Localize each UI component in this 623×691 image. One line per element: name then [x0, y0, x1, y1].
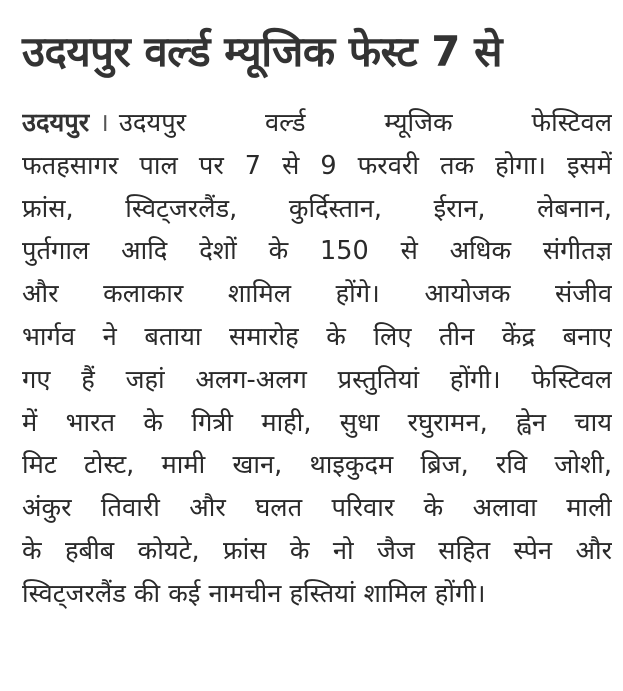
article-line-12: स्विट्जरलैंड की कई नामचीन हस्तियां शामिल होंगी।: [22, 578, 486, 609]
headline: उदयपुर वर्ल्ड म्यूजिक फेस्ट 7 से: [22, 27, 502, 76]
article-line-6: भार्गव ने बताया समारोह के लिए तीन केंद्र बनाए: [22, 321, 612, 352]
article-line-2: फतहसागर पाल पर 7 से 9 फरवरी तक होगा। इसमें: [22, 150, 612, 181]
article-line-8: में भारत के गित्री माही, सुधा रघुरामन, ह्वेन चाय: [22, 407, 612, 438]
article-line-7: गए हैं जहां अलग-अलग प्रस्तुतियां होंगी। फेस्टिवल: [22, 364, 612, 395]
article-line-1: [22, 102, 612, 145]
article-line-5: और कलाकार शामिल होंगे। आयोजक संजीव: [22, 279, 612, 310]
article-line-3: फ्रांस, स्विट्जरलैंड, कुर्दिस्तान, ईरान, लेबनान,: [22, 193, 612, 224]
article-line-11: के हबीब कोयटे, फ्रांस के नो जैज सहित स्पेन और: [22, 535, 612, 566]
dateline-separator: ।: [99, 108, 109, 138]
article-line-10: अंकुर तिवारी और घलत परिवार के अलावा माली: [22, 493, 612, 524]
article-line-4: पुर्तगाल आदि देशों के 150 से अधिक संगीतज्ञ: [22, 236, 612, 267]
article-body: [22, 102, 612, 616]
dateline: उदयपुर: [22, 108, 90, 138]
line-1-text: उदयपुर वर्ल्ड म्यूजिक फेस्टिवल: [118, 108, 612, 138]
article-line-9: मिट टोस्ट, मामी खान, थाइकुदम ब्रिज, रवि जोशी,: [22, 450, 612, 481]
